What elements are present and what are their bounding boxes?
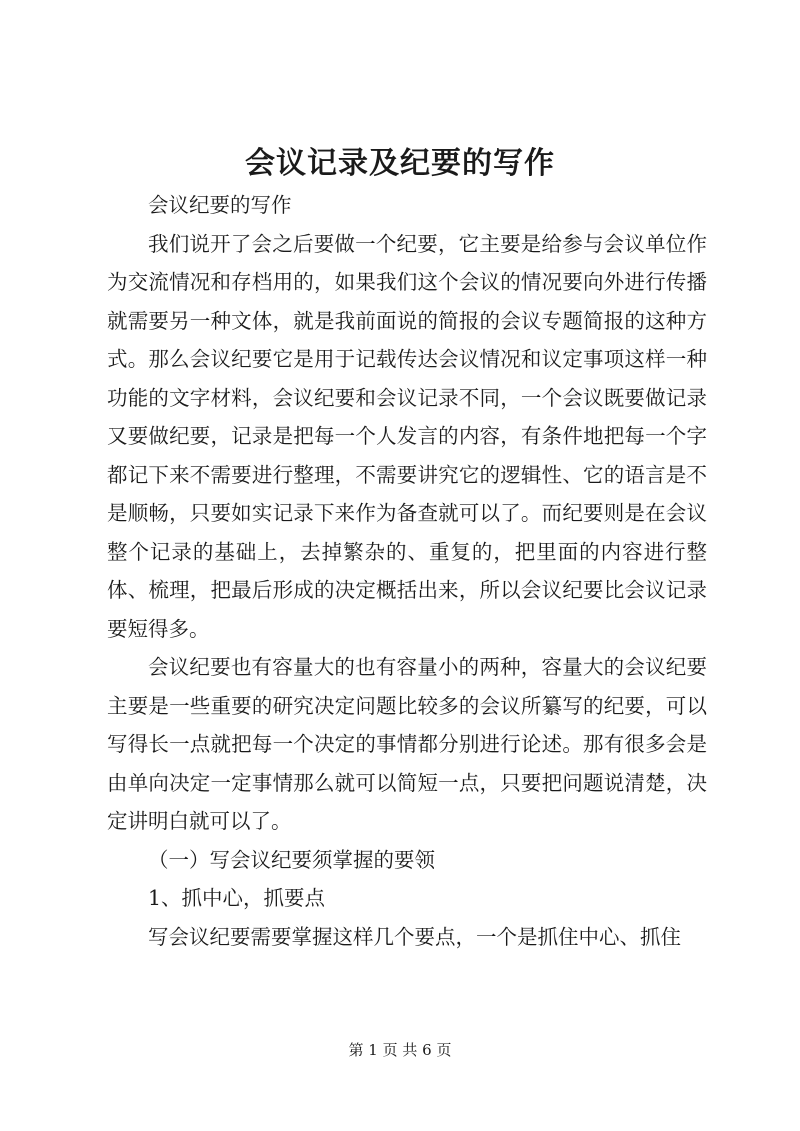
- numbered-heading: 1、抓中心，抓要点: [148, 886, 326, 910]
- body-paragraph: 会议纪要也有容量大的也有容量小的两种，容量大的会议纪要主要是一些重要的研究决定问题比较多的会议所纂写的纪要，可以写得长一点就把每一个决定的事情都分别进行论述。那有很多会是由单向决定一定事情那么就可以简短一点，只要把问题说清楚，决定讲明白就可以了。: [107, 655, 707, 833]
- body-paragraph: 我们说开了会之后要做一个纪要，它主要是给参与会议单位作为交流情况和存档用的，如果我们这个会议的情况要向外进行传播就需要另一种文体，就是我前面说的简报的会议专题简报的这种方式。那么会议纪要它是用于记载传达会议情况和议定事项这样一种功能的文字材料，会议纪要和会议记录不同，一个会议既要做记录又要做纪要，记录是把每一个人发言的内容，有条件地把每一个字都记下来不需要进行整理，不需要讲究它的逻辑性、它的语言是不是顺畅，只要如实记录下来作为备查就可以了。而纪要则是在会议整个记录的基础上，去掉繁杂的、重复的，把里面的内容进行整体、梳理，把最后形成的决定概括出来，所以会议纪要比会议记录要短得多。: [107, 231, 707, 641]
- subsection-heading: （一）写会议纪要须掌握的要领: [148, 847, 435, 872]
- page-number-label: 第 1 页 共 6 页: [348, 1041, 452, 1059]
- page-footer: [0, 1040, 800, 1060]
- document-body: [107, 186, 707, 956]
- section-heading: 会议纪要的写作: [148, 193, 292, 217]
- body-paragraph: 写会议纪要需要掌握这样几个要点，一个是抓住中心、抓住: [148, 924, 681, 949]
- document-title: 会议记录及纪要的写作: [245, 146, 555, 181]
